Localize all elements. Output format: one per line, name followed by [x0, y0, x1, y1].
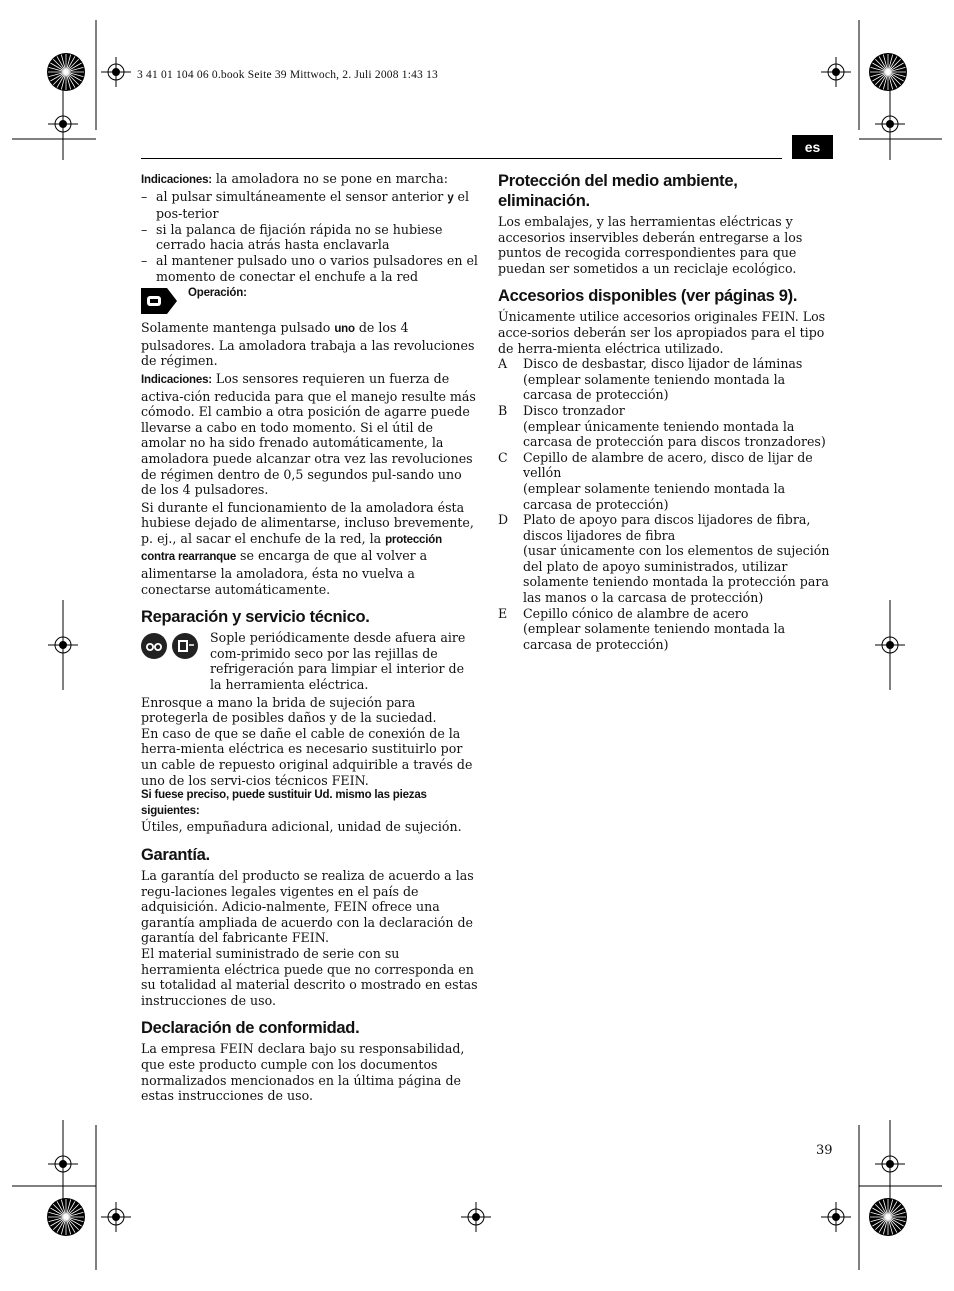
conformity-text: La empresa FEIN declara bajo su responsabilidad, que este producto cumple con los documentos normalizados mencionados en la última página de estas instrucciones de uso. [141, 1041, 465, 1104]
repair-icon-row: Sople periódicamente desde afuera aire com-primido seco por las rejillas de refrigeración para limpiar el interior de la herramienta eléctrica. [141, 630, 478, 692]
hand-operation-icon [141, 288, 177, 314]
list-item: D Plato de apoyo para discos lijadores de fibra, discos lijadores de fibra (usar únicamente con los elementos de sujeción del plato de apoyo suministrados, utilizar solamente teniendo montada la protección para las manos o la carcasa de protección) [498, 512, 830, 606]
book-header: 3 41 01 104 06 0.book Seite 39 Mittwoch, 2. Juli 2008 1:43 13 [137, 69, 438, 81]
list-item: C Cepillo de alambre de acero, disco de lijar de vellón (emplear solamente teniendo montada la carcasa de protección) [498, 449, 813, 512]
operation-label: Operación: [188, 287, 247, 300]
accessories-intro: Únicamente utilice accesorios originales FEIN. Los acce-sorios deberán ser los apropiados para el tipo de herra-mienta eléctrica utilizado. [498, 309, 826, 356]
list-item: B Disco tronzador (emplear únicamente teniendo montada la carcasa de protección para discos tronzadores) [498, 402, 826, 450]
list-item: – al pulsar simultáneamente el sensor anterior y el pos-terior [141, 188, 470, 222]
repair-heading: Reparación y servicio técnico. [141, 608, 370, 627]
warranty-heading: Garantía. [141, 845, 210, 864]
list-item: – al mantener pulsado uno o varios pulsadores en el momento de conectar el enchufe a la red [141, 252, 478, 284]
indications-2: Indicaciones: Los sensores requieren un fuerza de activa-ción reducida para que el manejo resulte más cómodo. El cambio a otra posición de agarre puede llevarse a cabo en todo momento. Si el útil de amolar no ha sido frenado automáticamente, la amoladora puede alcanzar otra vez las revoluciones de régimen dentro de 0,5 segundos pul-sando uno de los 4 pulsadores. [141, 370, 476, 498]
accessories-heading: Accesorios disponibles (ver páginas 9). [498, 287, 798, 306]
indications-1: Indicaciones: la amoladora no se pone en marcha: [141, 171, 448, 186]
operation-row [141, 286, 478, 320]
operation-text: Solamente mantenga pulsado uno de los 4 pulsadores. La amoladora trabaja a las revoluciones de régimen. [141, 320, 475, 369]
list-item: E Cepillo cónico de alambre de acero (emplear solamente teniendo montada la carcasa de protección) [498, 605, 786, 652]
left-column [141, 171, 478, 1104]
repair-parts: Útiles, empuñadura adicional, unidad de sujeción. [141, 819, 462, 835]
page-number: 39 [816, 1143, 833, 1158]
warranty-p2: El material suministrado de serie con su herramienta eléctrica puede que no corresponda en su totalidad al material descrito o mostrado en estas instrucciones de uso. [141, 945, 478, 1008]
restart-protection-text: Si durante el funcionamiento de la amoladora ésta hubiese dejado de alimentarse, incluso brevemente, p. ej., al sacar el enchufe de la red, la protección contra rearranque se encarga de que al volver a alimentarse la amoladora, ésta no vuelva a conectarse automáticamente. [141, 499, 474, 597]
list-item: – si la palanca de fijación rápida no se hubiese cerrado hacia atrás hasta enclavarla [141, 221, 443, 253]
warranty-p1: La garantía del producto se realiza de acuerdo a las regu-laciones legales vigentes en el país de adquisición. Adicio-nalmente, FEIN ofrece una garantía ampliada de acuerdo con la declaración de garantía del fabricante FEIN. [141, 867, 474, 946]
read-manual-icon [172, 633, 198, 659]
list-item: A Disco de desbastar, disco lijador de láminas (emplear solamente teniendo montada la carcasa de protección) [498, 356, 803, 403]
conformity-heading: Declaración de conformidad. [141, 1019, 360, 1038]
environment-heading: Protección del medio ambiente, eliminación. [498, 172, 738, 210]
top-rule [141, 158, 782, 159]
repair-bold: Si fuese preciso, puede sustituir Ud. mismo las piezas siguientes: [141, 789, 427, 817]
repair-p2: Enrosque a mano la brida de sujeción para protegerla de posibles daños y de la suciedad. [141, 694, 437, 726]
accessories-list [498, 356, 831, 652]
language-tab: es [792, 135, 833, 159]
safety-goggles-icon [141, 633, 167, 659]
right-column [498, 171, 831, 652]
repair-p3: En caso de que se dañe el cable de conexión de la herra-mienta eléctrica es necesario sustituirlo por un cable de repuesto original adquirible a través de uno de los servi-cios técnicos FEIN. [141, 725, 473, 788]
environment-text: Los embalajes, y las herramientas eléctricas y accesorios inservibles deberán entregarse a los puntos de recogida correspondientes para que puedan ser sometidos a un reciclaje ecológico. [498, 214, 803, 276]
